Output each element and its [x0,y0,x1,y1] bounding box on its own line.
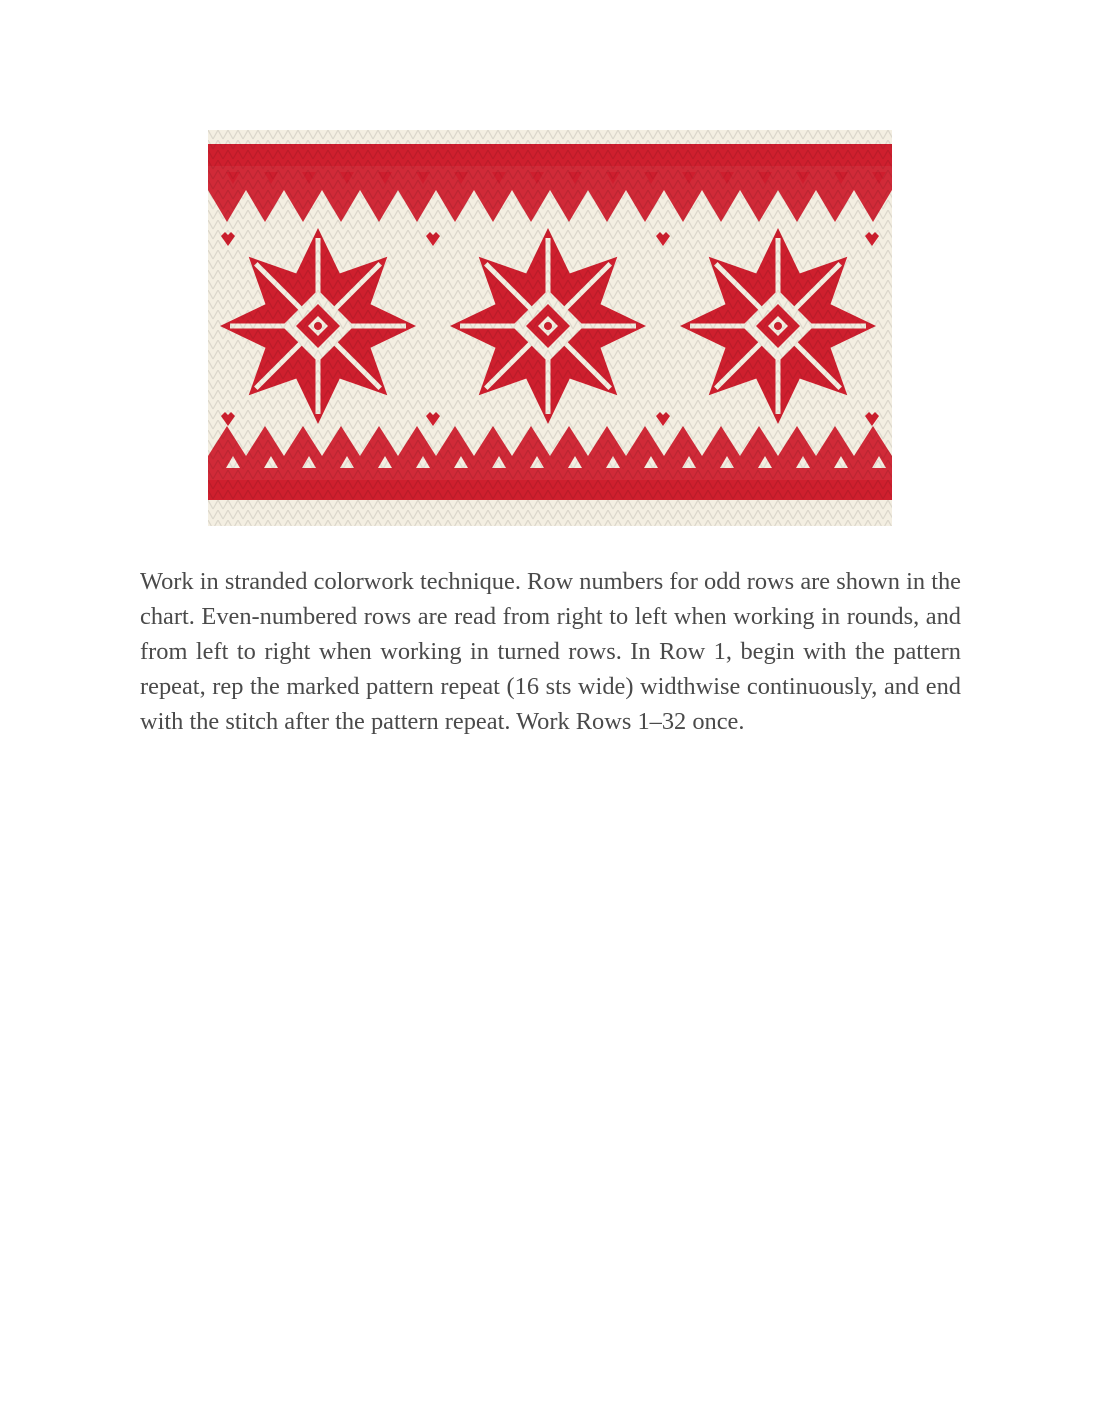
knit-texture [208,130,892,526]
knitted-swatch-photo [208,130,892,526]
snowflake-pattern-image [208,130,892,526]
instructions-paragraph: Work in stranded colorwork technique. Row numbers for odd rows are shown in the chart. Even-numbered rows are read from right to left when working in rounds, and from left to right when working in turned rows. In Row 1, begin with the pattern repeat, rep the marked pattern repeat (16 sts wide) widthwise continuously, and end with the stitch after the pattern repeat. Work Rows 1–32 once. [140,568,961,735]
